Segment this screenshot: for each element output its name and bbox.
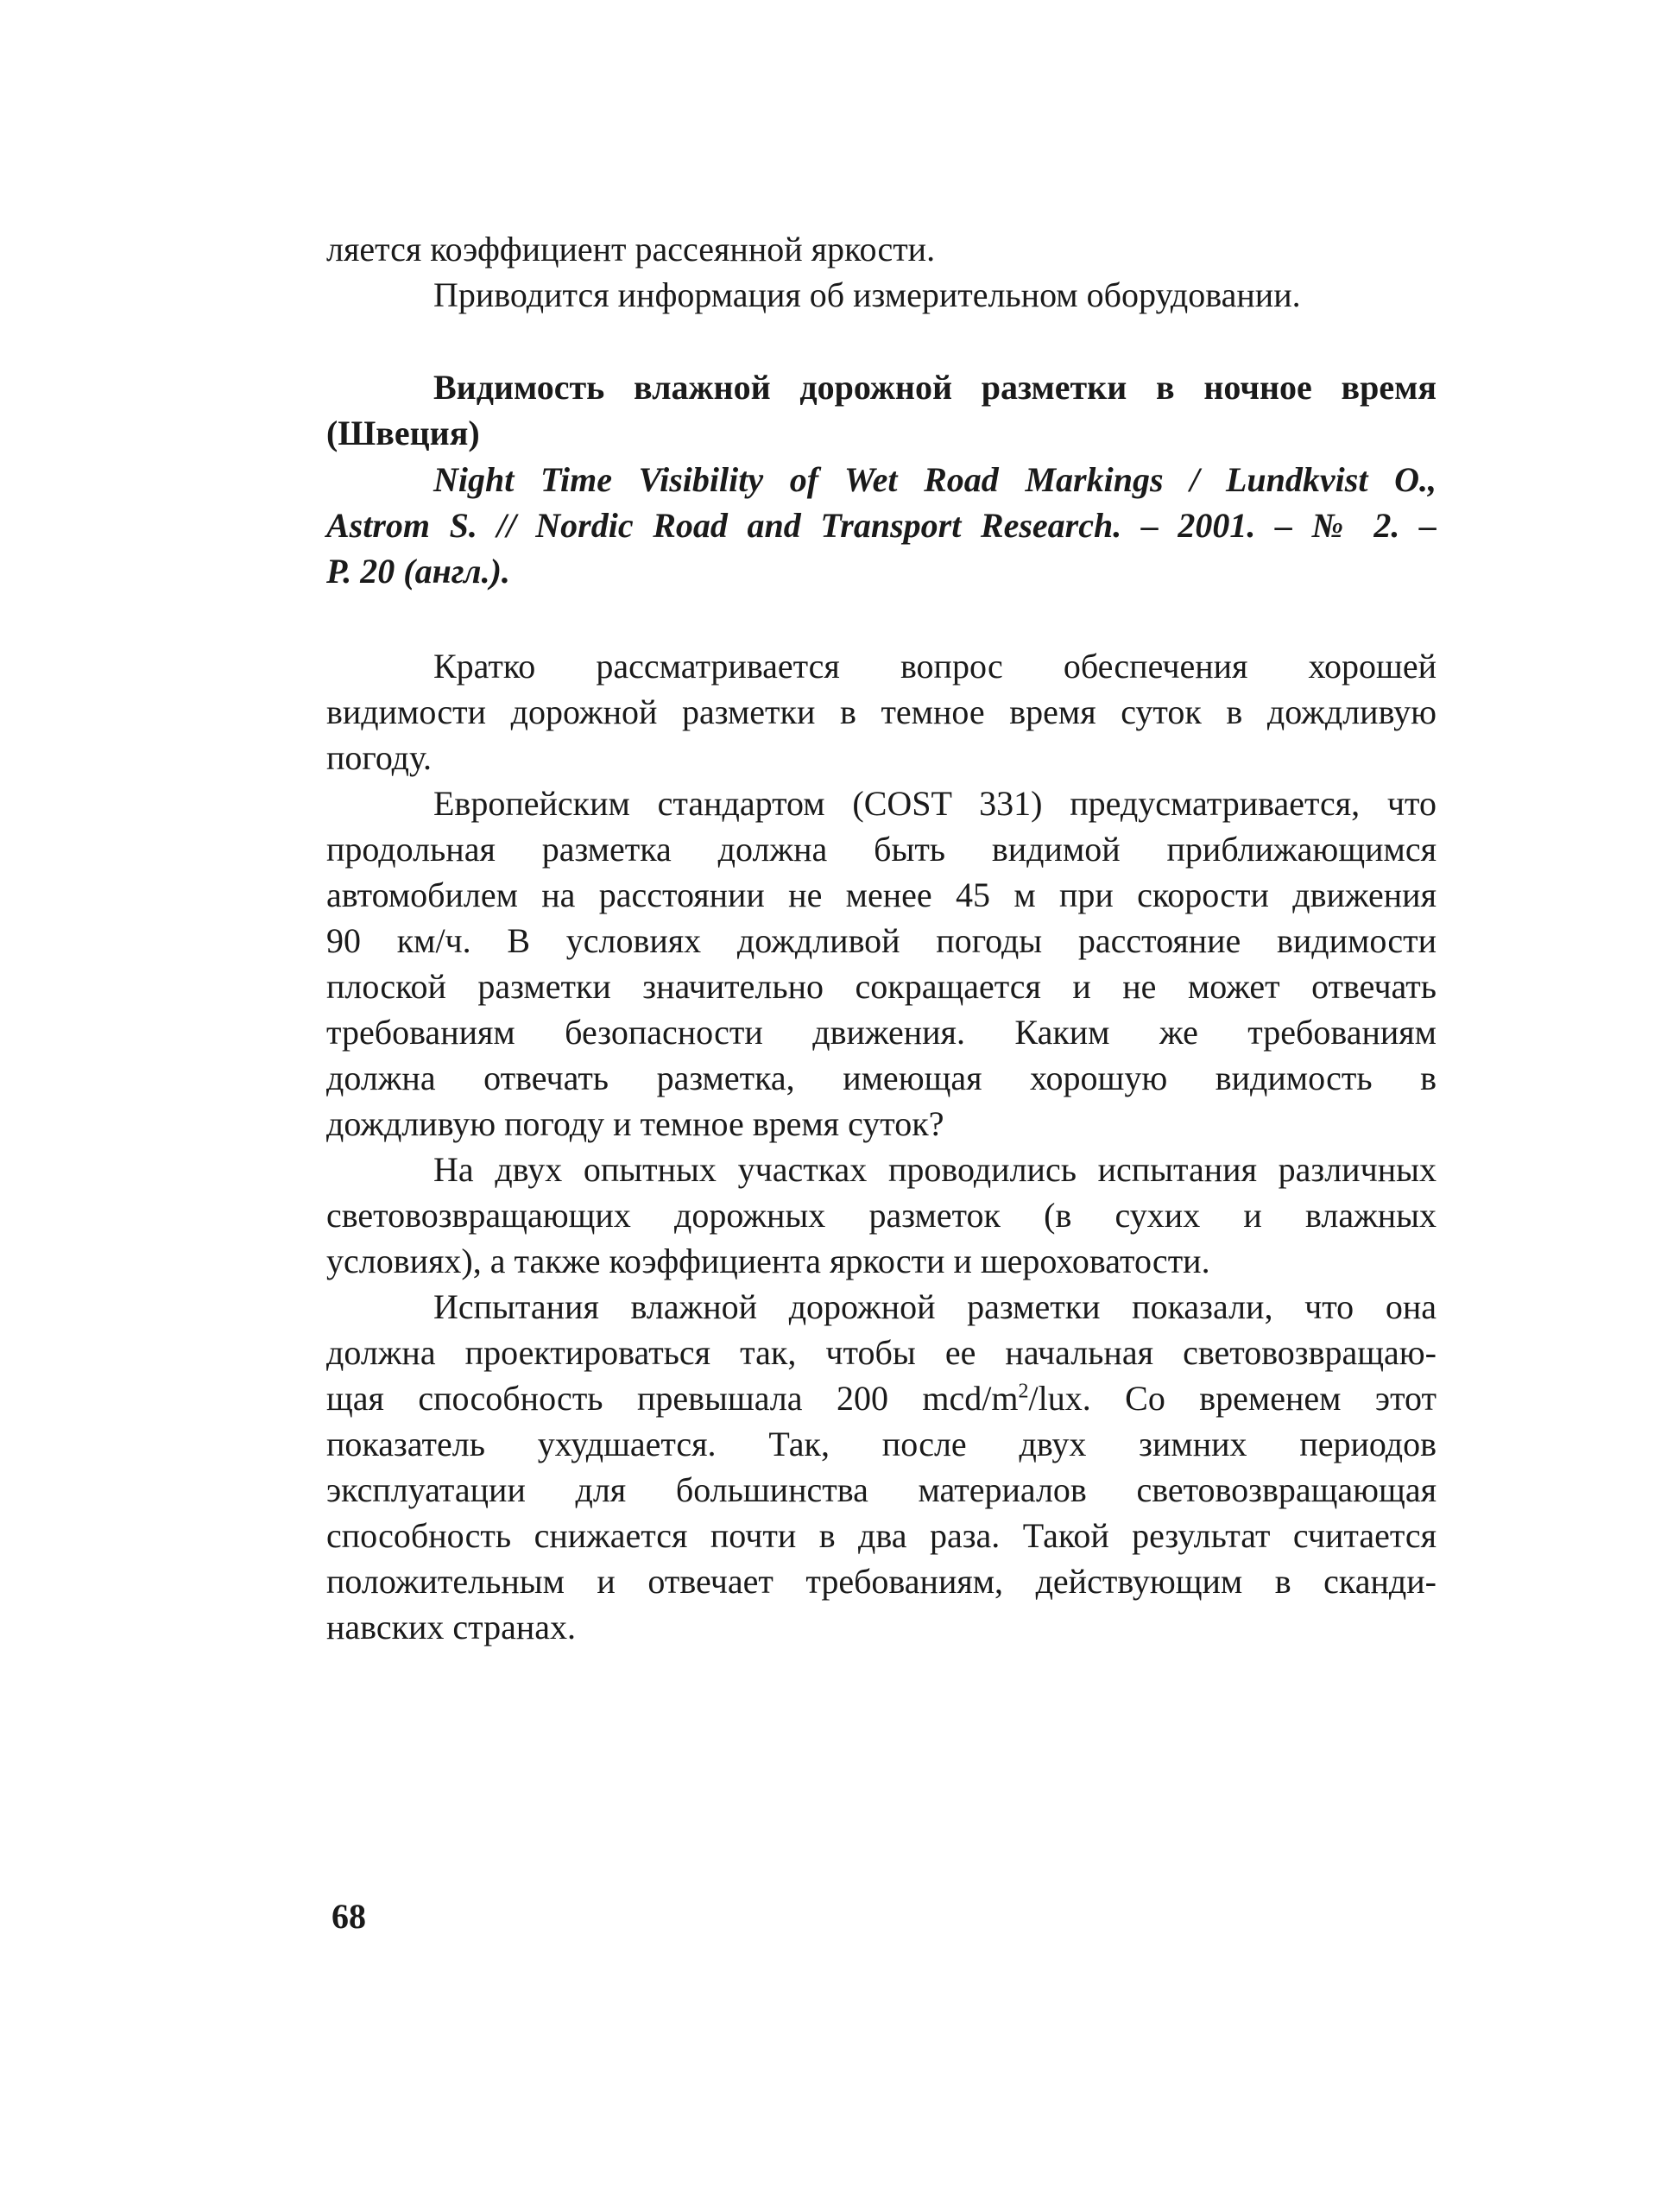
heading-line: Видимость влажной дорожной разметки в ночное время — [433, 368, 1437, 407]
text-line: погоду. — [326, 738, 433, 777]
text-line: Кратко рассматривается вопрос обеспечения хорошей — [433, 647, 1437, 686]
page-number: 68 — [332, 1897, 366, 1936]
text-line: условиях), а также коэффициента яркости и шероховатости. — [326, 1242, 1210, 1280]
text-line: показатель ухудшается. Так, после двух зимних периодов — [326, 1425, 1437, 1463]
text-line: должна отвечать разметка, имеющая хорошую видимость в — [326, 1059, 1437, 1097]
heading-line: (Швеция) — [326, 414, 480, 452]
text-line: должна проектироваться так, чтобы ее начальная световозвращаю- — [326, 1333, 1437, 1372]
text-line: эксплуатации для большинства материалов световозвращающая — [326, 1470, 1437, 1509]
text-line: навских странах. — [326, 1608, 577, 1646]
text-line: продольная разметка должна быть видимой приближающимся — [326, 830, 1437, 869]
paragraph — [326, 781, 1437, 1147]
article-heading — [326, 364, 1437, 456]
text-line: видимости дорожной разметки в темное время суток в дождливую — [326, 692, 1437, 731]
paragraph — [326, 1147, 1437, 1284]
text-line: Приводится информация об измерительном оборудовании. — [433, 275, 1301, 314]
text-line: автомобилем на расстоянии не менее 45 м при скорости движения — [326, 875, 1437, 914]
text-line: положительным и отвечает требованиям, действующим в сканди- — [326, 1562, 1437, 1601]
citation-line: Night Time Visibility of Wet Road Markings / Lundkvist O., — [433, 460, 1437, 499]
unit-line-before: щая способность превышала 200 mcd/m — [326, 1379, 1019, 1418]
paragraph — [326, 1284, 1437, 1650]
paragraph — [326, 643, 1437, 781]
unit-superscript: 2 — [1018, 1380, 1029, 1403]
text-line: плоской разметки значительно сокращается и не может отвечать — [326, 967, 1437, 1006]
text-line: Европейским стандартом (COST 331) предусматривается, что — [433, 784, 1437, 823]
text-line: требованиям безопасности движения. Каким же требованиям — [326, 1013, 1437, 1052]
text-line: дождливую погоду и темное время суток? — [326, 1104, 944, 1143]
citation-line: P. 20 (англ.). — [326, 552, 510, 591]
previous-entry-continuation — [326, 226, 1437, 318]
text-line-with-unit — [326, 1375, 1437, 1421]
text-line: Испытания влажной дорожной разметки показали, что она — [433, 1287, 1437, 1326]
article-citation — [326, 457, 1437, 594]
text-line: способность снижается почти в два раза. Такой результат считается — [326, 1516, 1437, 1555]
unit-line-after: /lux. Со временем этот — [1028, 1379, 1437, 1418]
text-line: световозвращающих дорожных разметок (в сухих и влажных — [326, 1196, 1437, 1235]
article-body — [326, 643, 1437, 1650]
citation-line: Astrom S. // Nordic Road and Transport Research. – 2001. – № 2. – — [326, 506, 1437, 545]
text-line: На двух опытных участках проводились испытания различных — [433, 1150, 1437, 1189]
text-line: 90 км/ч. В условиях дождливой погоды расстояние видимости — [326, 921, 1437, 960]
text-line: ляется коэффициент рассеянной яркости. — [326, 230, 936, 269]
